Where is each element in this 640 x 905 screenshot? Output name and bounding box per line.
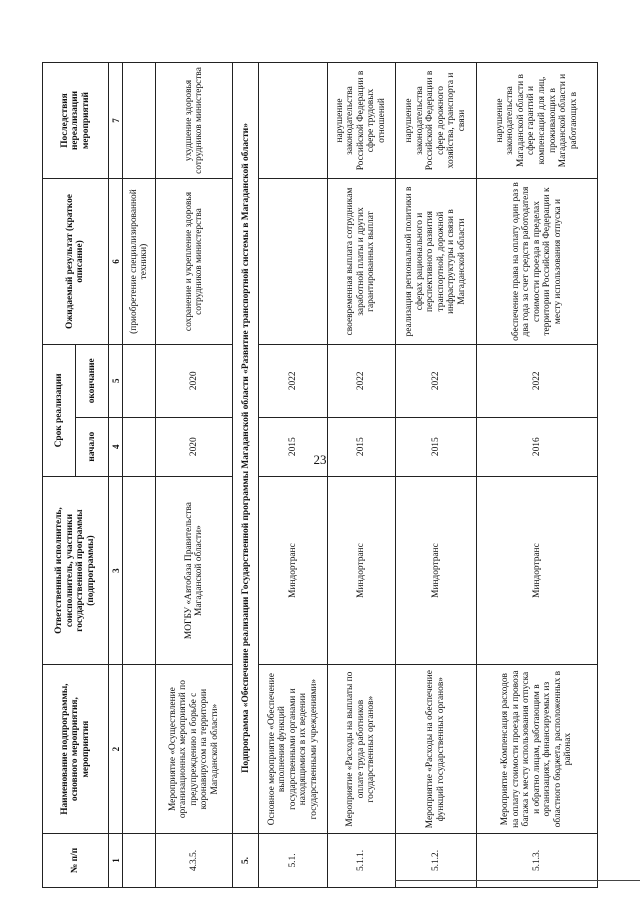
row-end: 2020 (156, 345, 233, 418)
table-row (123, 63, 156, 888)
footer-divider (395, 880, 640, 881)
row-start (123, 417, 156, 476)
row-executor: Миндортранс (395, 476, 476, 664)
row-name: Мероприятие «Осуществление организационных мероприятий по предупреждению и борьбе с коронавирусом на территории Магаданской области» (156, 665, 233, 834)
col-number: 4 (108, 417, 122, 476)
row-name: Мероприятие «Расходы на обеспечение функций государственных органов» (395, 665, 476, 834)
row-num: 5.1.2. (395, 833, 476, 887)
row-num: 5.1.1. (327, 833, 395, 887)
row-name: Основное мероприятие «Обеспечение выполнения функций государственными органами и находящимися в их ведении государственными учреждениями» (259, 665, 327, 834)
table-row (395, 63, 476, 888)
row-consequences: ухудшение здоровья сотрудников министерства (156, 63, 233, 179)
row-start: 2020 (156, 417, 233, 476)
row-result: реализация региональной политики в сферах рационального и перспективного развития транспортной, дорожной инфраструктуры и связи в Магаданской области (395, 179, 476, 345)
row-num: 5.1. (259, 833, 327, 887)
row-consequences: нарушение законодательства Магаданской области в сфере гарантий и компенсаций для лиц, проживающих в Магаданской области и работающих в (477, 63, 598, 179)
header-executor: Ответственный исполнитель, соисполнитель, участники государственной программы (подпрограммы) (43, 476, 109, 664)
header-name: Наименование подпрограммы, основного мероприятия, мероприятия (43, 665, 109, 834)
row-start: 2015 (327, 417, 395, 476)
row-end (123, 345, 156, 418)
row-name (123, 665, 156, 834)
row-result: обеспечение права на оплату один раз в два года за счет средств работодателя стоимости проезда в пределах территории Российской Федерации к месту использования отпуска и (477, 179, 598, 345)
row-executor: Миндортранс (477, 476, 598, 664)
row-end: 2022 (477, 345, 598, 418)
col-number: 7 (108, 63, 122, 179)
row-result: своевременная выплата сотрудникам заработной платы и других гарантированных выплат (327, 179, 395, 345)
row-result: сохранение и укрепление здоровья сотрудников министерства (156, 179, 233, 345)
row-result: (приобретение специализированной техники) (123, 179, 156, 345)
subprogram-title: Подпрограмма «Обеспечение реализации Государственной программы Магаданской области «Развитие транспортной системы в Магаданской области» (233, 63, 259, 834)
header-start: начало (75, 417, 108, 476)
row-consequences: нарушение законодательства Российской Федерации в сфере дорожного хозяйства, транспорта и связи (395, 63, 476, 179)
row-executor: Миндортранс (327, 476, 395, 664)
row-consequences: нарушение законодательства Российской Федерации в сфере трудовых отношений (327, 63, 395, 179)
col-number: 2 (108, 665, 122, 834)
program-table (42, 62, 598, 888)
row-name: Мероприятие «Компенсация расходов на оплату стоимости проезда и провоза багажа к месту использования отпуска и обратно лицам, работающим в организациях, финансируемых из областного бюджета, расположенных в районах (477, 665, 598, 834)
row-executor (123, 476, 156, 664)
row-start: 2016 (477, 417, 598, 476)
row-num: 5.1.3. (477, 833, 598, 887)
subprogram-row (233, 63, 259, 888)
row-consequences (259, 63, 327, 179)
col-number: 1 (108, 833, 122, 887)
header-period: Срок реализации (43, 345, 76, 477)
page-number: 23 (313, 452, 327, 467)
row-num: 4.3.5. (156, 833, 233, 887)
header-consequences: Последствия нереализации мероприятий (43, 63, 109, 179)
table-row (156, 63, 233, 888)
col-number: 6 (108, 179, 122, 345)
table-row (327, 63, 395, 888)
row-executor: Миндортранс (259, 476, 327, 664)
row-result (259, 179, 327, 345)
header-num: № п/п (43, 833, 109, 887)
row-consequences (123, 63, 156, 179)
subprogram-num: 5. (233, 833, 259, 887)
row-num (123, 833, 156, 887)
row-start: 2015 (395, 417, 476, 476)
header-end: окончание (75, 345, 108, 418)
row-executor: МОГБУ «Автобаза Правительства Магаданской области» (156, 476, 233, 664)
col-number: 3 (108, 476, 122, 664)
row-end: 2022 (327, 345, 395, 418)
header-result: Ожидаемый результат (краткое описание) (43, 179, 109, 345)
row-start: 2015 (259, 417, 327, 476)
col-number: 5 (108, 345, 122, 418)
table-row (477, 63, 598, 888)
row-name: Мероприятие «Расходы на выплаты по оплате труда работников государственных органов» (327, 665, 395, 834)
rotated-table-container (42, 62, 598, 888)
row-end: 2022 (395, 345, 476, 418)
row-end: 2022 (259, 345, 327, 418)
table-row (259, 63, 327, 888)
